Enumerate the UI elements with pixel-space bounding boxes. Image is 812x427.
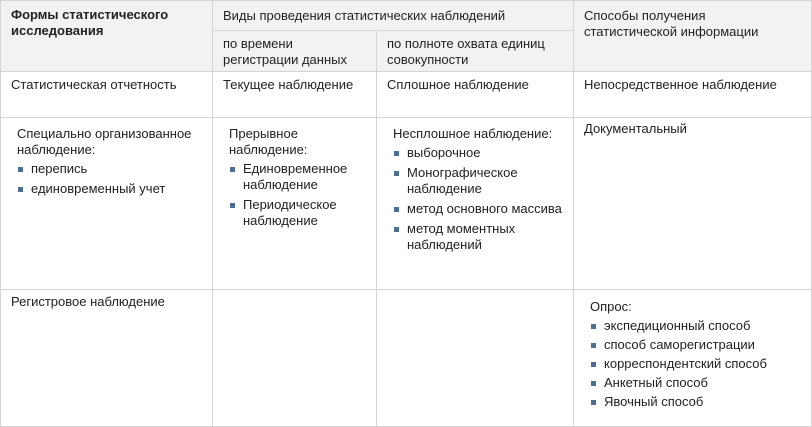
table-row bbox=[1, 72, 812, 118]
table-row bbox=[1, 118, 812, 290]
cell-title: Прерывное наблюдение: bbox=[229, 126, 308, 157]
list-item: метод основного массива bbox=[393, 201, 563, 217]
header-row bbox=[1, 1, 812, 31]
header-forms: Формы статистического исследования bbox=[1, 1, 213, 72]
header-sub-coverage: по полноте охвата единиц совокупности bbox=[377, 31, 574, 72]
list-item: экспедиционный способ bbox=[590, 318, 801, 334]
list-item: Периодическое наблюдение bbox=[229, 197, 366, 229]
list-item: перепись bbox=[17, 161, 202, 177]
cell-method: Непосредственное наблюдение bbox=[574, 72, 812, 118]
cell-coverage bbox=[377, 290, 574, 427]
header-vidy: Виды проведения статистических наблюдений bbox=[213, 1, 574, 31]
bullet-list bbox=[393, 145, 563, 253]
list-item: Явочный способ bbox=[590, 394, 801, 410]
bullet-list bbox=[229, 161, 366, 229]
cell-forms: Статистическая отчетность bbox=[1, 72, 213, 118]
cell-forms bbox=[1, 118, 213, 290]
list-item: Анкетный способ bbox=[590, 375, 801, 391]
bullet-list bbox=[590, 318, 801, 410]
cell-time: Текущее наблюдение bbox=[213, 72, 377, 118]
cell-forms: Регистровое наблюдение bbox=[1, 290, 213, 427]
cell-coverage bbox=[377, 118, 574, 290]
list-item: единовременный учет bbox=[17, 181, 202, 197]
cell-method: Документальный bbox=[574, 118, 812, 290]
cell-coverage: Сплошное наблюдение bbox=[377, 72, 574, 118]
cell-method bbox=[574, 290, 812, 427]
list-item: способ саморегистрации bbox=[590, 337, 801, 353]
list-item: корреспондентский способ bbox=[590, 356, 801, 372]
cell-title: Опрос: bbox=[590, 299, 632, 314]
list-item: Монографическое наблюдение bbox=[393, 165, 563, 197]
cell-time bbox=[213, 290, 377, 427]
list-item: метод моментных наблюдений bbox=[393, 221, 563, 253]
list-item: выборочное bbox=[393, 145, 563, 161]
header-sposoby: Способы получения статистической информации bbox=[574, 1, 812, 72]
table-row bbox=[1, 290, 812, 427]
cell-title: Несплошное наблюдение: bbox=[393, 126, 553, 141]
list-item: Единовременное наблюдение bbox=[229, 161, 366, 193]
cell-title: Специально организованное наблюдение: bbox=[17, 126, 192, 157]
bullet-list bbox=[17, 161, 202, 197]
cell-time bbox=[213, 118, 377, 290]
header-sub-time: по времени регистрации данных bbox=[213, 31, 377, 72]
